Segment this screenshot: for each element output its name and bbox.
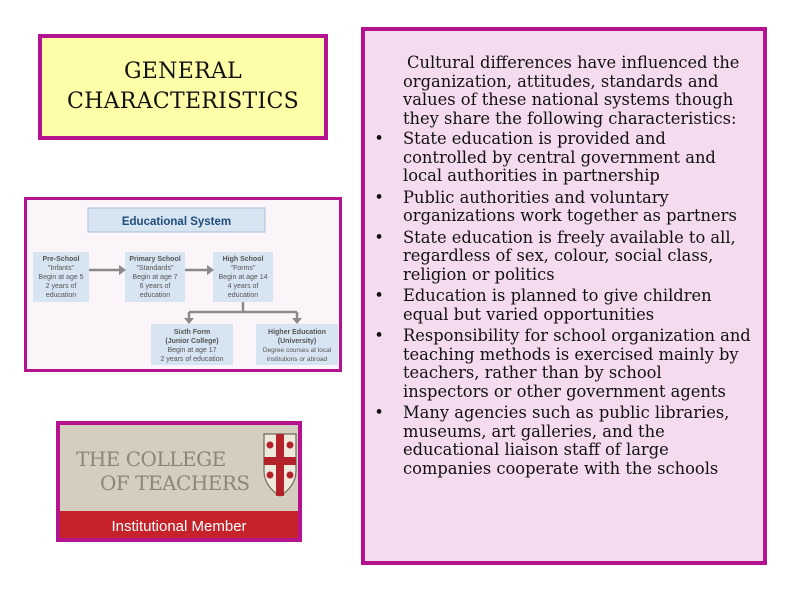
page-title	[67, 57, 299, 117]
college-of-teachers-logo	[56, 421, 302, 542]
educational-system-diagram	[24, 197, 342, 372]
logo-line-1: THE COLLEGE	[76, 447, 226, 471]
arrowhead-primary	[119, 265, 126, 275]
bullet-icon: •	[374, 326, 384, 345]
preschool-line-2: "Infants"	[48, 265, 74, 272]
sixth-line-2: (Junior College)	[165, 338, 219, 345]
list-item	[373, 189, 751, 226]
list-item-text: Public authorities and voluntary organizations work together as partners	[403, 187, 737, 225]
primary-line-5: education	[139, 292, 171, 299]
sixth-line-3: Begin at age 17	[167, 347, 217, 354]
title-box	[38, 34, 328, 140]
list-item	[373, 229, 751, 285]
arrowhead-high	[207, 265, 214, 275]
high-line-5: education	[227, 292, 259, 299]
higher-line-4: institutions or abroad	[266, 356, 328, 363]
preschool-line-1: Pre-School	[42, 256, 80, 263]
bullet-icon: •	[374, 403, 384, 422]
title-line-1: GENERAL	[123, 59, 243, 84]
list-item-text: State education is freely available to all, regardless of sex, colour, social class, religion or politics	[403, 227, 736, 284]
institutional-member-banner	[60, 511, 298, 542]
bullet-icon: •	[374, 187, 384, 207]
list-item	[373, 287, 751, 324]
diagram-svg	[27, 200, 339, 369]
preschool-line-4: 2 years of	[45, 283, 77, 290]
sixth-line-4: 2 years of education	[160, 356, 224, 363]
list-item	[373, 130, 751, 186]
bullet-icon: •	[374, 129, 384, 148]
arrowhead-higher	[292, 318, 302, 324]
primary-line-4: 6 years of	[139, 283, 171, 290]
primary-line-2: "Standards"	[136, 265, 174, 272]
logo-top-panel	[60, 425, 298, 511]
high-line-3: Begin at age 14	[218, 274, 268, 281]
list-item-text: Education is planned to give children equal but varied opportunities	[403, 286, 712, 324]
list-item-text: Responsibility for school organization and teaching methods is exercised mainly by teachers, rather than by school inspectors or other government agents	[403, 326, 751, 401]
higher-line-1: Higher Education	[268, 329, 326, 336]
institutional-member-label: Institutional Member	[111, 518, 247, 535]
title-line-2: CHARACTERISTICS	[66, 89, 300, 114]
high-line-1: High School	[222, 256, 264, 263]
sixth-line-1: Sixth Form	[173, 329, 211, 336]
arrowhead-sixth	[184, 318, 194, 324]
bullet-icon: •	[374, 286, 384, 305]
list-item	[373, 404, 751, 478]
high-line-2: "Forms"	[230, 265, 256, 272]
characteristics-panel	[361, 27, 767, 565]
intro-paragraph: Cultural differences have influenced the organization, attitudes, standards and values of these national systems though they share the following characteristics:	[403, 53, 740, 128]
bullet-icon: •	[374, 227, 384, 247]
list-item-text: Many agencies such as public libraries, museums, art galleries, and the educational liaison staff of large companies cooperate with the schools	[403, 403, 730, 478]
logo-line-2: OF TEACHERS	[100, 471, 250, 495]
high-line-4: 4 years of	[227, 283, 259, 290]
characteristics-list	[373, 130, 751, 478]
higher-line-3: Degree courses at local	[262, 347, 332, 354]
primary-line-3: Begin at age 7	[132, 274, 178, 281]
preschool-line-3: Begin at age 5	[38, 274, 84, 281]
diagram-header: Educational System	[121, 216, 232, 228]
preschool-line-5: education	[45, 292, 77, 299]
higher-line-2: (University)	[277, 338, 317, 345]
primary-line-1: Primary School	[129, 256, 181, 263]
list-item-text: State education is provided and controlled by central government and local authorities in partnership	[403, 129, 716, 185]
list-item	[373, 327, 751, 401]
coat-of-arms-icon	[263, 433, 297, 497]
